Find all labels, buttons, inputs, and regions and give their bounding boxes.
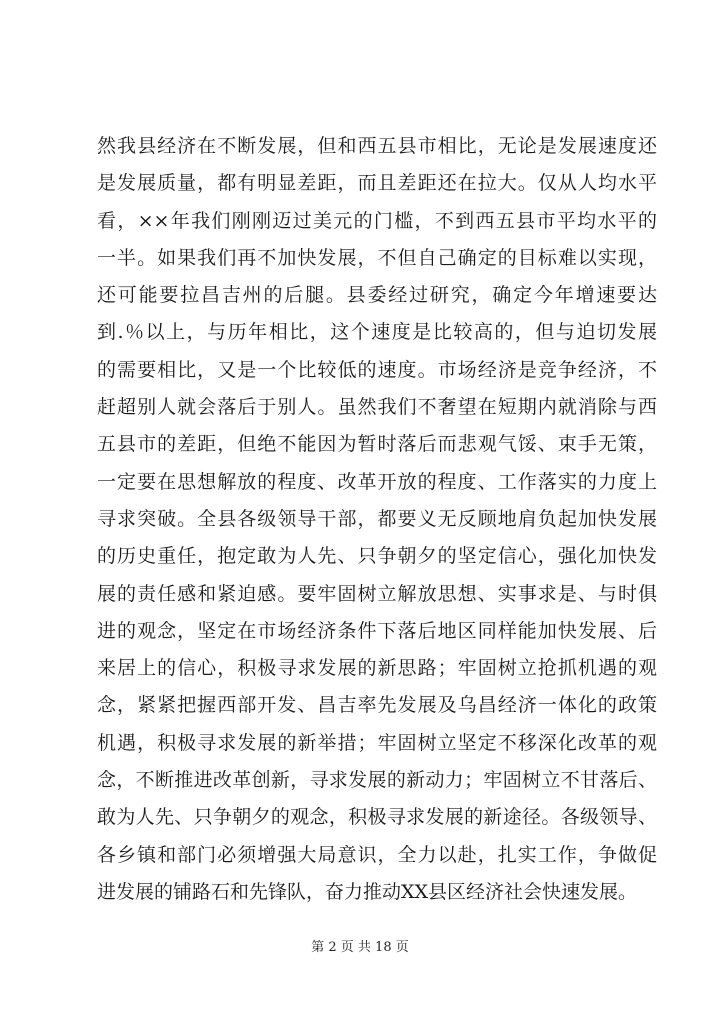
page-number-footer: 第 2 页 共 18 页 xyxy=(311,940,409,955)
text-line: 寻求突破。全县各级领导干部，都要义无反顾地肩负起加快发展 xyxy=(97,507,657,530)
text-line: 还可能要拉昌吉州的后腿。县委经过研究，确定今年增速要达 xyxy=(97,284,657,307)
text-line: 的历史重任，抱定敢为人先、只争朝夕的坚定信心，强化加快发 xyxy=(97,545,657,568)
text-line: 进的观念，坚定在市场经济条件下落后地区同样能加快发展、后 xyxy=(97,619,657,642)
text-line: 看，××年我们刚刚迈过美元的门槛，不到西五县市平均水平的 xyxy=(97,209,657,232)
text-line: 五县市的差距，但绝不能因为暂时落后而悲观气馁、束手无策， xyxy=(97,433,657,456)
text-line: 一定要在思想解放的程度、改革开放的程度、工作落实的力度上 xyxy=(97,470,657,493)
text-line: 展的责任感和紧迫感。要牢固树立解放思想、实事求是、与时俱 xyxy=(97,582,657,605)
text-line: 各乡镇和部门必须增强大局意识，全力以赴，扎实工作，争做促 xyxy=(97,843,657,866)
text-line: 的需要相比，又是一个比较低的速度。市场经济是竞争经济，不 xyxy=(97,358,657,381)
text-line: 然我县经济在不断发展，但和西五县市相比，无论是发展速度还 xyxy=(97,135,657,157)
text-line: 念，紧紧把握西部开发、昌吉率先发展及乌昌经济一体化的政策 xyxy=(97,694,657,717)
text-line: 一半。如果我们再不加快发展，不但自己确定的目标难以实现， xyxy=(97,246,657,269)
body-paragraph xyxy=(97,128,657,911)
text-line: 到.％以上，与历年相比，这个速度是比较高的，但与迫切发展 xyxy=(97,321,657,344)
text-line: 念，不断推进改革创新，寻求发展的新动力；牢固树立不甘落后、 xyxy=(97,769,657,792)
text-line: 赶超别人就会落后于别人。虽然我们不奢望在短期内就消除与西 xyxy=(97,396,657,419)
text-line: 是发展质量，都有明显差距，而且差距还在拉大。仅从人均水平 xyxy=(97,172,657,195)
text-line: 进发展的铺路石和先锋队，奋力推动XX县区经济社会快速发展。 xyxy=(97,880,638,903)
text-line: 敢为人先、只争朝夕的观念，积极寻求发展的新途径。各级领导、 xyxy=(97,806,657,829)
text-line: 来居上的信心，积极寻求发展的新思路；牢固树立抢抓机遇的观 xyxy=(97,657,657,680)
text-line: 机遇，积极寻求发展的新举措；牢固树立坚定不移深化改革的观 xyxy=(97,731,657,754)
